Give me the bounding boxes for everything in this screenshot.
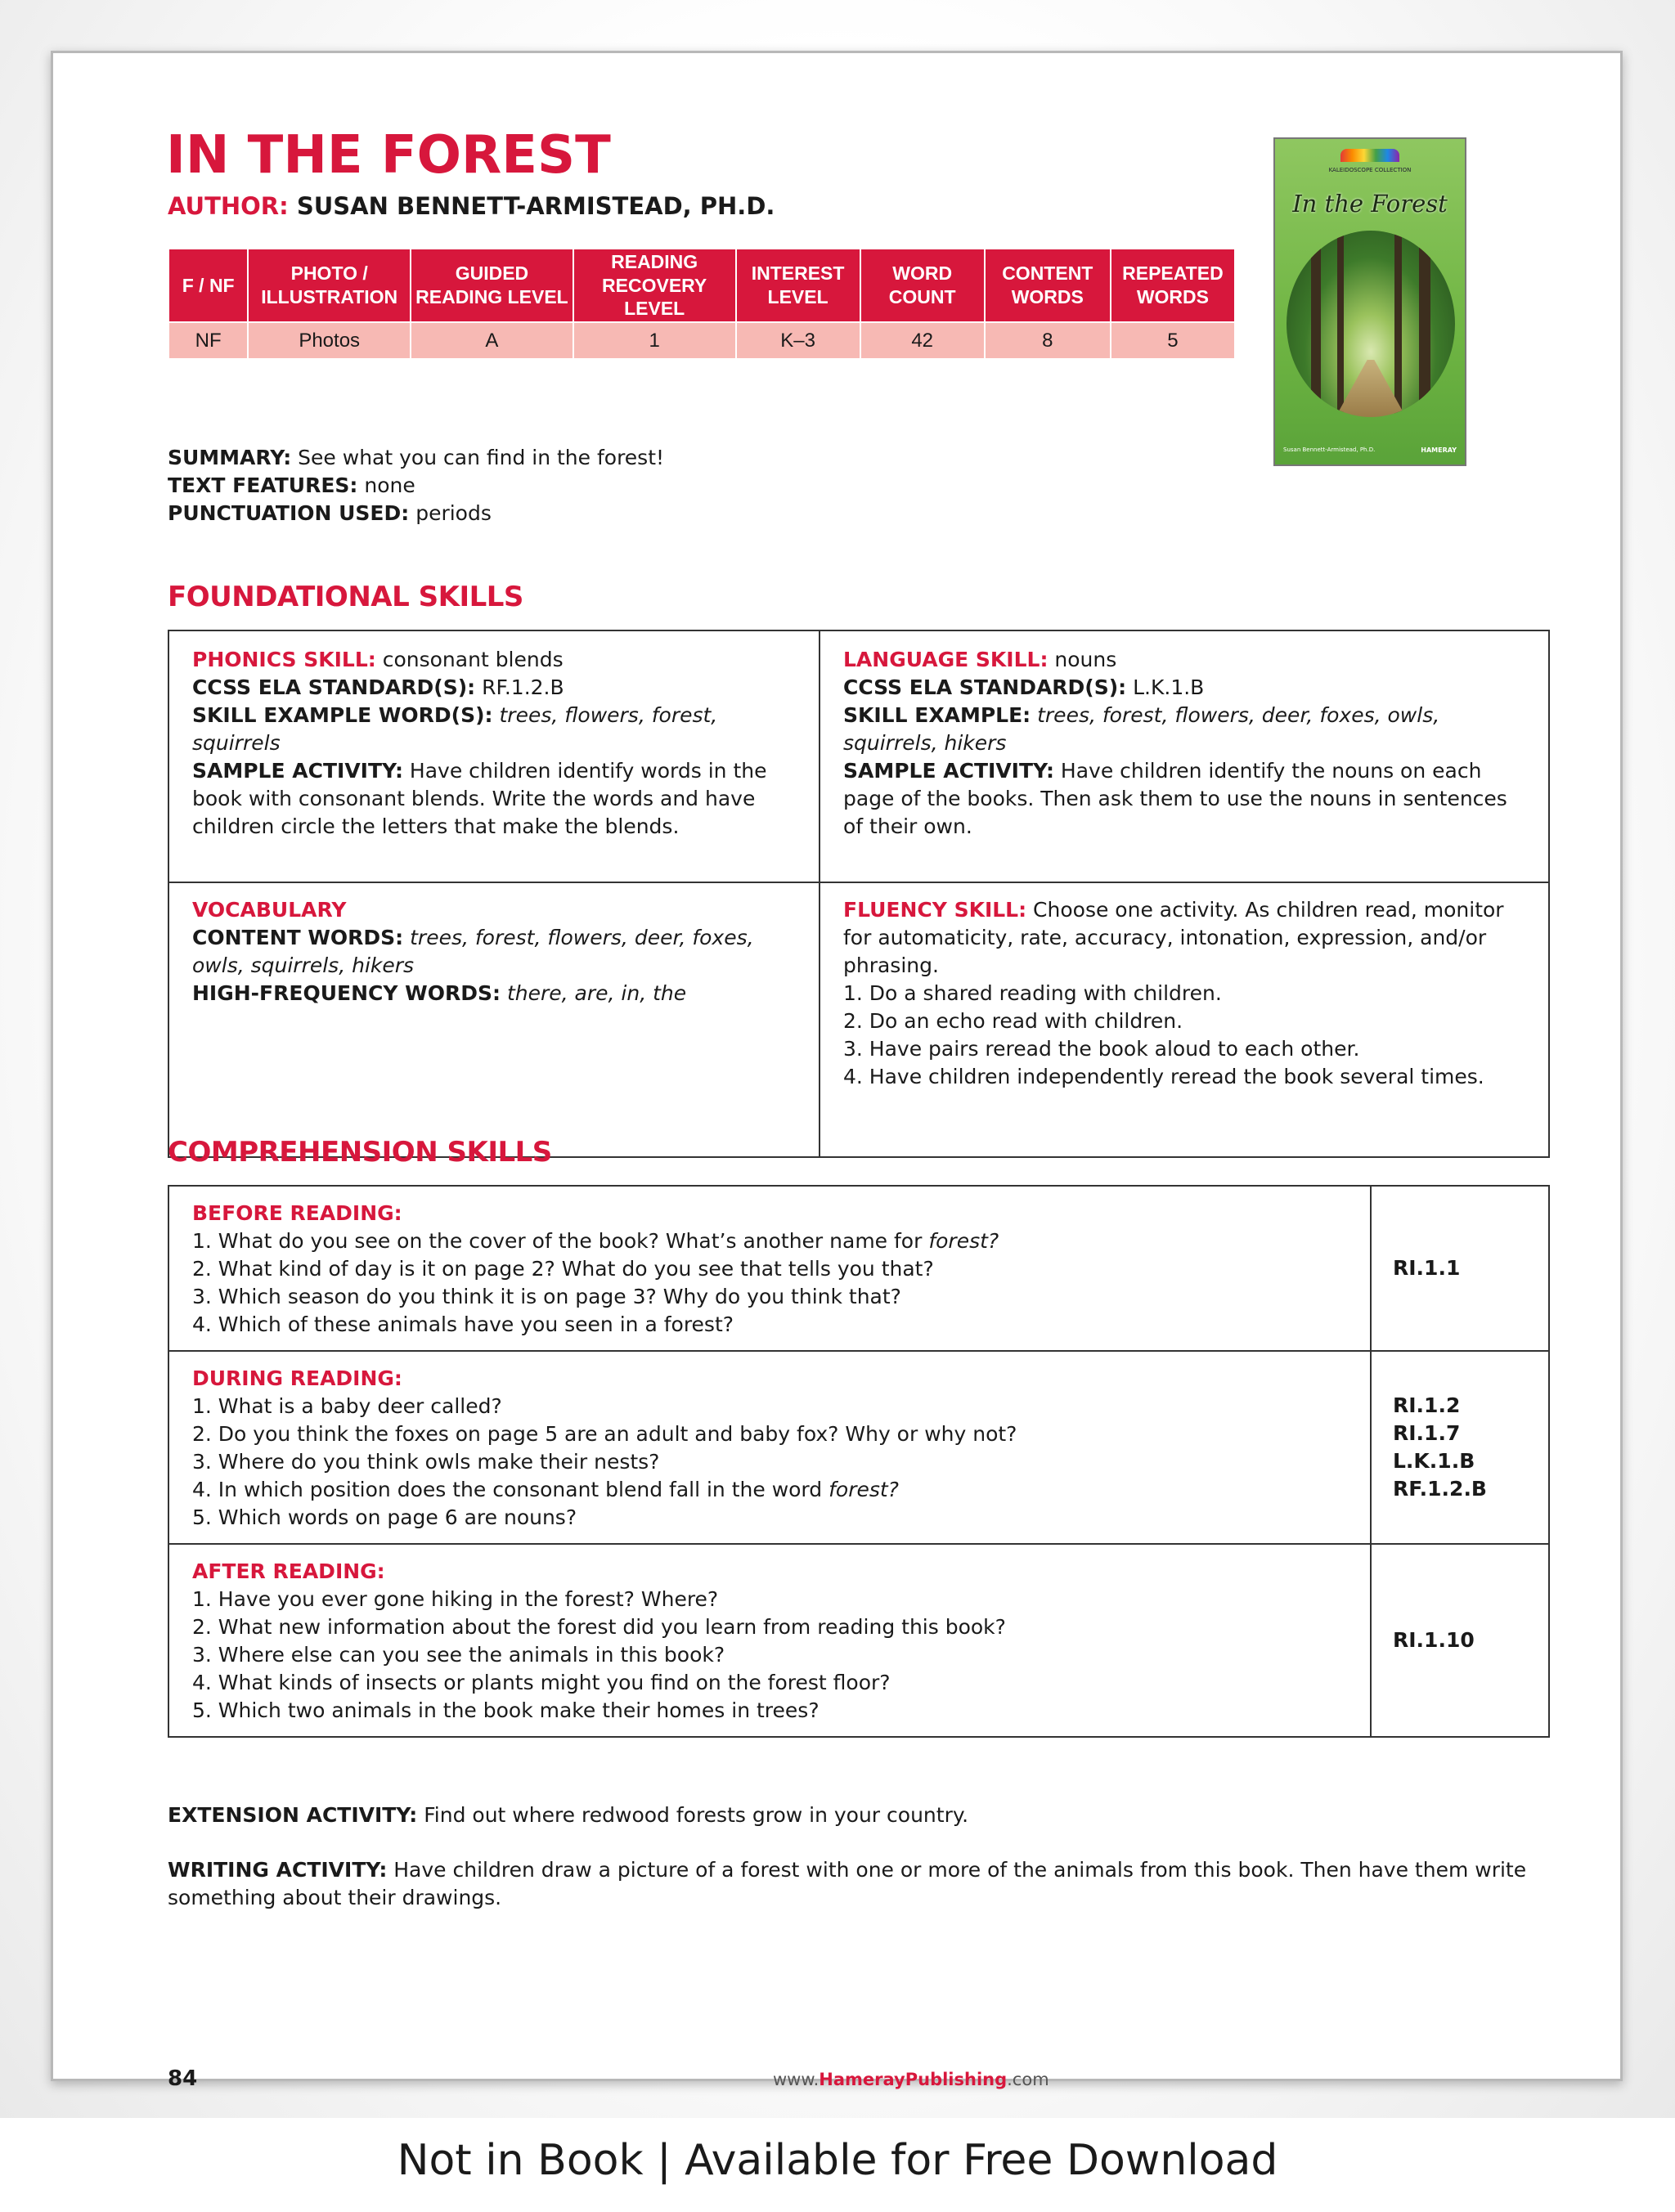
vocabulary-cell [169, 883, 820, 1156]
language-skill-cell [820, 631, 1548, 883]
book-cover-image [1273, 137, 1466, 466]
tree-trunk [1337, 231, 1344, 417]
language-activity-value: Have children identify the nouns on each page of the books. Then ask them to use the nouns in sentences of their own. [843, 759, 1507, 838]
during-reading-questions [168, 1351, 1371, 1544]
phonics-example-label: SKILL EXAMPLE WORD(S): [192, 703, 493, 727]
cell-content-words: 8 [985, 322, 1111, 359]
question-text: 4. In which position does the consonant blend fall in the word [192, 1478, 829, 1501]
after-reading-label: AFTER READING: [192, 1559, 385, 1583]
language-label: LANGUAGE SKILL: [843, 648, 1049, 671]
download-note: Not in Book | Available for Free Download [397, 2136, 1278, 2185]
before-reading-standards [1371, 1186, 1549, 1351]
header-word-count: WORD COUNT [860, 249, 985, 322]
after-reading-row [168, 1544, 1549, 1737]
writing-label: WRITING ACTIVITY: [168, 1858, 388, 1882]
level-table-row [168, 322, 1235, 359]
level-table [168, 248, 1236, 360]
fluency-skill-cell [820, 883, 1548, 1156]
cover-collection-logo [1275, 149, 1465, 173]
question: 2. What new information about the forest did you learn from reading this book? [192, 1615, 1006, 1639]
phonics-label: PHONICS SKILL: [192, 648, 376, 671]
question: 5. Which two animals in the book make their homes in trees? [192, 1698, 820, 1722]
cover-author: Susan Bennett-Armistead, Ph.D. [1283, 446, 1376, 453]
fluency-item: 3. Have pairs reread the book aloud to each other. [843, 1037, 1360, 1061]
question: 2. Do you think the foxes on page 5 are an adult and baby fox? Why or why not? [192, 1422, 1017, 1446]
phonics-activity-label: SAMPLE ACTIVITY: [192, 759, 403, 783]
writing-activity [168, 1856, 1550, 1912]
header-content-words: CONTENT WORDS [985, 249, 1111, 322]
standard: RI.1.1 [1393, 1256, 1461, 1280]
writing-text: Have children draw a picture of a forest with one or more of the animals from this book. Then have them write something about their drawings. [168, 1858, 1527, 1909]
author-label: AUTHOR: [168, 192, 289, 220]
header-reading-recovery-level: READING RECOVERY LEVEL [573, 249, 736, 322]
language-example-label: SKILL EXAMPLE: [843, 703, 1031, 727]
fluency-intro: Choose one activity. As children read, monitor for automaticity, rate, accuracy, intonation, expression, and/or phrasing. [843, 898, 1504, 977]
header-repeated-words: REPEATED WORDS [1111, 249, 1235, 322]
before-reading-row [168, 1186, 1549, 1351]
question: 2. What kind of day is it on page 2? What do you see that tells you that? [192, 1257, 934, 1281]
question: 5. Which words on page 6 are nouns? [192, 1505, 577, 1529]
foundational-skills-heading: FOUNDATIONAL SKILLS [168, 581, 523, 613]
phonics-skill-cell [169, 631, 820, 883]
phonics-example-value: trees, flowers, forest, squirrels [192, 703, 718, 755]
after-reading-standards [1371, 1544, 1549, 1737]
language-ccss-value: L.K.1.B [1126, 675, 1205, 699]
during-reading-row [168, 1351, 1549, 1544]
after-reading-questions [168, 1544, 1371, 1737]
cover-title: In the Forest [1292, 190, 1448, 218]
author-line [168, 192, 775, 220]
summary-block [168, 444, 664, 527]
summary-text: See what you can find in the forest! [291, 446, 665, 469]
fluency-item: 2. Do an echo read with children. [843, 1009, 1183, 1033]
worksheet-page [51, 51, 1623, 2091]
question [192, 1476, 1354, 1504]
summary-label: SUMMARY: [168, 446, 292, 469]
header-guided-reading-level: GUIDED READING LEVEL [411, 249, 573, 322]
cell-interest-level: K–3 [736, 322, 860, 359]
language-ccss-label: CCSS ELA STANDARD(S): [843, 675, 1127, 699]
comprehension-table [168, 1185, 1550, 1738]
before-reading-questions [168, 1186, 1371, 1351]
high-frequency-label: HIGH-FREQUENCY WORDS: [192, 981, 501, 1005]
cell-reading-recovery-level: 1 [573, 322, 736, 359]
question: 3. Where else can you see the animals in this book? [192, 1643, 725, 1667]
phonics-ccss-label: CCSS ELA STANDARD(S): [192, 675, 476, 699]
website-prefix: www. [773, 2070, 820, 2089]
cell-repeated-words: 5 [1111, 322, 1235, 359]
website-suffix: .com [1007, 2070, 1049, 2089]
phonics-activity-value: Have children identify words in the book with consonant blends. Write the words and have children circle the letters that make the blends. [192, 759, 767, 838]
fluency-item: 4. Have children independently reread the book several times. [843, 1065, 1484, 1088]
question: 3. Where do you think owls make their nests? [192, 1450, 660, 1474]
standard: RF.1.2.B [1393, 1477, 1487, 1501]
question: 3. Which season do you think it is on page 3? Why do you think that? [192, 1285, 901, 1308]
header-interest-level: INTEREST LEVEL [736, 249, 860, 322]
language-example-value: trees, forest, flowers, deer, foxes, owls, squirrels, hikers [843, 703, 1440, 755]
tree-trunk [1311, 231, 1321, 417]
punctuation-label: PUNCTUATION USED: [168, 501, 410, 525]
forest-photo [1287, 231, 1455, 417]
level-table-header-row [168, 249, 1235, 322]
header-f-nf: F / NF [168, 249, 248, 322]
text-features-label: TEXT FEATURES: [168, 473, 358, 497]
question-italic: forest? [928, 1229, 999, 1253]
fluency-item: 1. Do a shared reading with children. [843, 981, 1222, 1005]
comprehension-skills-heading: COMPREHENSION SKILLS [168, 1136, 552, 1169]
language-value: nouns [1048, 648, 1117, 671]
question [192, 1227, 1354, 1255]
during-reading-standards [1371, 1351, 1549, 1544]
phonics-ccss-value: RF.1.2.B [475, 675, 564, 699]
text-features-text: none [357, 473, 415, 497]
text-features-line [168, 472, 664, 500]
during-reading-label: DURING READING: [192, 1366, 402, 1390]
punctuation-line [168, 500, 664, 527]
standard: RI.1.10 [1393, 1628, 1475, 1652]
rainbow-logo-icon [1340, 149, 1399, 162]
phonics-value: consonant blends [375, 648, 564, 671]
publisher-website[interactable] [773, 2070, 1049, 2089]
question: 1. Have you ever gone hiking in the forest? Where? [192, 1587, 719, 1611]
header-photo-illustration: PHOTO / ILLUSTRATION [248, 249, 411, 322]
question: 4. What kinds of insects or plants might you find on the forest floor? [192, 1671, 891, 1694]
question-text: 1. What do you see on the cover of the book? What’s another name for [192, 1229, 929, 1253]
question: 1. What is a baby deer called? [192, 1394, 502, 1418]
cell-photo-illustration: Photos [248, 322, 411, 359]
content-words-value: trees, forest, flowers, deer, foxes, owls, squirrels, hikers [192, 926, 754, 977]
cover-collection-name: KALEIDOSCOPE COLLECTION [1328, 167, 1412, 173]
extension-text: Find out where redwood forests grow in your country. [417, 1803, 969, 1827]
fluency-label: FLUENCY SKILL: [843, 898, 1027, 922]
tree-trunk [1394, 231, 1402, 417]
cell-f-nf: NF [168, 322, 248, 359]
standard: RI.1.7 [1393, 1421, 1461, 1445]
standard: RI.1.2 [1393, 1393, 1461, 1417]
book-title: IN THE FOREST [166, 125, 611, 186]
question-italic: forest? [829, 1478, 899, 1501]
cover-publisher: HAMERAY [1421, 446, 1457, 454]
standard: L.K.1.B [1393, 1449, 1475, 1473]
content-words-label: CONTENT WORDS: [192, 926, 404, 949]
extension-activity [168, 1801, 1550, 1829]
punctuation-text: periods [409, 501, 492, 525]
author-name: SUSAN BENNETT-ARMISTEAD, PH.D. [296, 192, 775, 220]
question: 4. Which of these animals have you seen in a forest? [192, 1312, 734, 1336]
tree-trunk [1419, 231, 1430, 417]
website-brand: HamerayPublishing [819, 2070, 1008, 2089]
vocabulary-label: VOCABULARY [192, 898, 347, 922]
foundational-skills-grid [168, 630, 1550, 1158]
cell-guided-reading-level: A [411, 322, 573, 359]
extension-label: EXTENSION ACTIVITY: [168, 1803, 418, 1827]
before-reading-label: BEFORE READING: [192, 1201, 402, 1225]
page-number: 84 [168, 2066, 198, 2091]
high-frequency-value: there, are, in, the [501, 981, 687, 1005]
summary-line [168, 444, 664, 472]
cell-word-count: 42 [860, 322, 985, 359]
language-activity-label: SAMPLE ACTIVITY: [843, 759, 1054, 783]
